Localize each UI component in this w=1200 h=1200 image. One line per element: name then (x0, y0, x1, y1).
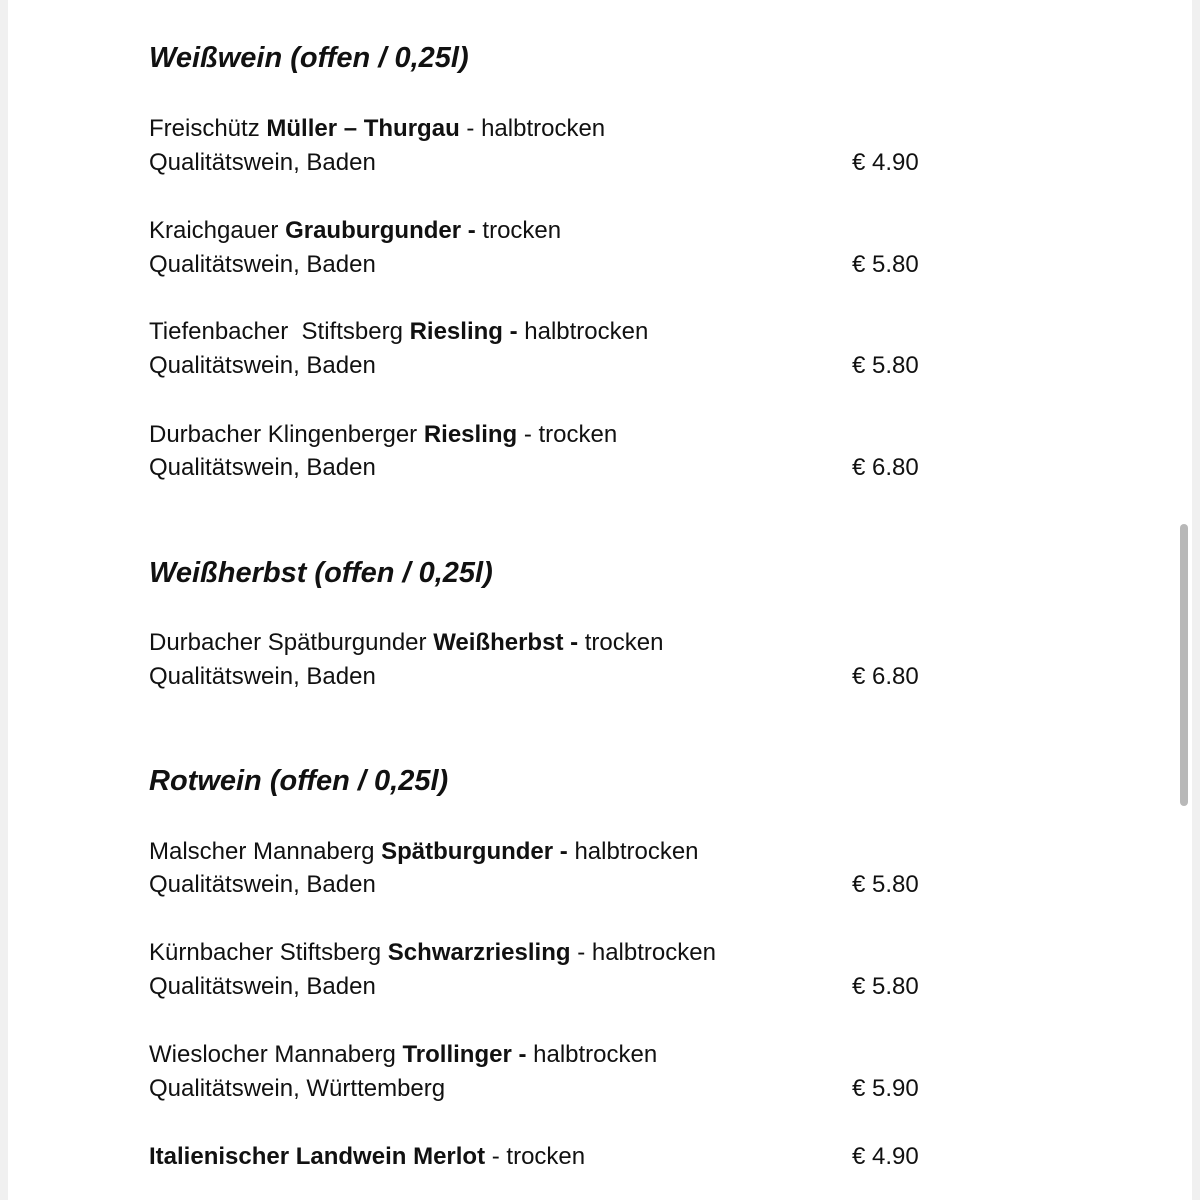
wine-variety: Italienischer Landwein Merlot (149, 1143, 486, 1170)
wine-style: - halbtrocken (459, 115, 606, 142)
wine-item-line (149, 418, 617, 452)
wine-style: halbtrocken (526, 1041, 658, 1068)
wine-variety: Riesling - (409, 318, 518, 345)
wine-price: € 4.90 (852, 149, 919, 176)
vertical-scrollbar-thumb[interactable] (1180, 524, 1188, 806)
wine-variety: Schwarzriesling (387, 939, 571, 966)
wine-style: trocken (578, 629, 664, 656)
wine-variety: Weißherbst - (433, 629, 579, 656)
wine-detail: Qualitätswein, Baden (149, 251, 376, 278)
wine-detail: Qualitätswein, Baden (149, 454, 376, 481)
wine-style: - trocken (485, 1143, 586, 1170)
wine-item-line (149, 214, 561, 248)
wine-price: € 5.90 (852, 1075, 919, 1102)
wine-style: - trocken (517, 421, 618, 448)
wine-detail: Qualitätswein, Baden (149, 871, 376, 898)
wine-item-line (149, 1140, 585, 1174)
wine-item-line (149, 315, 648, 349)
wine-origin: Tiefenbacher Stiftsberg (149, 318, 410, 345)
wine-detail: Qualitätswein, Baden (149, 663, 376, 690)
wine-item-line (149, 112, 605, 146)
menu-page (8, 0, 1192, 1200)
wine-origin: Freischütz (149, 115, 267, 142)
wine-price: € 5.80 (852, 973, 919, 1000)
wine-style: trocken (475, 217, 562, 244)
wine-item-line (149, 626, 663, 660)
wine-price: € 6.80 (852, 663, 919, 690)
wine-price: € 6.80 (852, 454, 919, 481)
section-title-rotwein: Rotwein (offen / 0,25l) (149, 765, 449, 797)
wine-detail: Qualitätswein, Württemberg (149, 1075, 446, 1102)
wine-origin: Durbacher Spätburgunder (149, 629, 434, 656)
wine-variety: Müller – Thurgau (266, 115, 460, 142)
wine-variety: Spätburgunder - (381, 838, 568, 865)
wine-price: € 4.90 (852, 1143, 919, 1170)
wine-style: halbtrocken (567, 838, 699, 865)
wine-style: - halbtrocken (570, 939, 716, 966)
wine-variety: Grauburgunder - (285, 217, 476, 244)
wine-price: € 5.80 (852, 352, 919, 379)
wine-item-line (149, 1038, 657, 1072)
wine-price: € 5.80 (852, 251, 919, 278)
wine-item-line (149, 835, 699, 869)
wine-style: halbtrocken (517, 318, 649, 345)
wine-origin: Malscher Mannaberg (149, 838, 382, 865)
wine-variety: Trollinger - (402, 1041, 527, 1068)
section-title-weisswein: Weißwein (offen / 0,25l) (149, 42, 469, 74)
wine-detail: Qualitätswein, Baden (149, 352, 376, 379)
wine-origin: Kraichgauer (149, 217, 286, 244)
wine-item-line (149, 936, 716, 970)
wine-origin: Durbacher Klingenberger (149, 421, 424, 448)
wine-detail: Qualitätswein, Baden (149, 149, 376, 176)
wine-origin: Wieslocher Mannaberg (149, 1041, 403, 1068)
wine-variety: Riesling (423, 421, 518, 448)
wine-origin: Kürnbacher Stiftsberg (149, 939, 388, 966)
wine-detail: Qualitätswein, Baden (149, 973, 376, 1000)
wine-price: € 5.80 (852, 871, 919, 898)
section-title-weissherbst: Weißherbst (offen / 0,25l) (149, 557, 493, 589)
